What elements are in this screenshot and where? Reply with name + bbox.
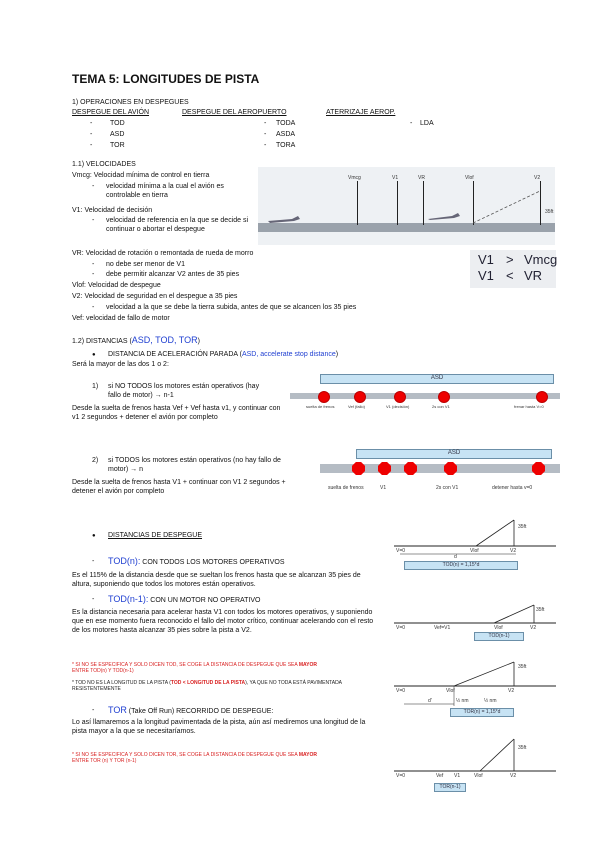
d2-label: V=0: [396, 625, 406, 631]
col2-item: TODA: [276, 120, 296, 127]
d2-label: Vef=V1: [434, 625, 451, 631]
tor-n1-diagram: [394, 737, 556, 797]
fig-label: VR: [418, 175, 425, 181]
fig1-label: 2s con V1: [432, 404, 450, 409]
d1-label: V2: [510, 548, 517, 554]
col1-item: TOD: [110, 120, 125, 127]
col1-item: ASD: [110, 131, 125, 138]
dist-heading: DISTANCIAS DE DESPEGUE: [108, 532, 203, 539]
asd-bar: ASD: [356, 449, 552, 459]
ineq-term: <: [506, 268, 514, 283]
tod-n1-desc: Es la distancia necesaria para acelerar hasta V1 con todos los motores operativos, y suponiendo que en ese momento fuera reconocido el fallo del motor crítico, continuar acelerando con el resto de los motores hasta alcanzar 35 pies sobre la pista a V2.: [72, 609, 374, 634]
tor-n-diagram: [394, 660, 556, 720]
asd-figure-1: [290, 372, 560, 410]
fig-label: Vlof: [465, 175, 474, 181]
fig2-label: V1: [380, 485, 387, 491]
d1-bar: TOD(n) = 1,15*d: [404, 561, 518, 570]
vmcg-def: Vmcg: Velocidad mínima de control en tierra: [72, 172, 210, 179]
sec12-heading: 1.2) DISTANCIAS (ASD, TOD, TOR): [72, 335, 200, 345]
d3-label: ½ nm: [456, 698, 469, 704]
v2-bullet: velocidad a la que se debe la tierra subida, antes de que se alcancen los 35 pies: [106, 304, 357, 311]
case1-label: 1): [92, 383, 99, 390]
d3-label: V2: [508, 688, 515, 694]
page-title: TEMA 5: LONGITUDES DE PISTA: [72, 72, 260, 86]
d2-label: V2: [530, 625, 537, 631]
bullet-icon: ●: [92, 352, 96, 358]
note-tod: * SI NO SE ESPECIFICA Y SOLO DICEN TOD, SE COGE LA DISTANCIA DE DESPEGUE QUE SEA MAYOR ENTRE TOD(n) Y TOD(n-1): [72, 662, 317, 675]
d1-height: 35ft: [518, 524, 527, 530]
d2-height: 35ft: [536, 607, 545, 613]
sec1-heading: 1) OPERACIONES EN DESPEGUES: [72, 99, 189, 106]
d1-label: Vlof: [470, 548, 479, 554]
vmcg-bullet: velocidad mínima a la cual el avión es controlable en tierra: [106, 183, 224, 199]
d3-label: Vlof: [446, 688, 455, 694]
d4-bar: TOR(n-1): [434, 783, 466, 792]
fig-label: V2: [534, 175, 541, 181]
fig2-label: 2s con V1: [436, 485, 459, 491]
ineq-term: V1: [478, 252, 494, 267]
d4-label: V1: [454, 773, 461, 779]
case2-desc: Desde la suelta de frenos hasta V1 + continuar con V1 2 segundos + detener el avión por completo: [72, 479, 286, 495]
vef-def: Vef: velocidad de fallo de motor: [72, 315, 170, 322]
d4-label: Vlof: [474, 773, 483, 779]
ineq-term: >: [506, 252, 514, 267]
v1-bullet: velocidad de referencia en la que se decide si continuar o abortar el despegue: [106, 217, 249, 233]
col1-item: TOR: [110, 142, 125, 149]
d3-label: d': [428, 698, 432, 704]
d3-label: V=0: [396, 688, 406, 694]
note-tod-length: * TOD NO ES LA LONGITUD DE LA PISTA (TOD < LONGITUD DE LA PISTA), YA QUE NO TODA ESTÁ PAVIMENTADA RESISTENTEMENTE: [72, 680, 342, 693]
col-head-aeropuerto: DESPEGUE DEL AEROPUERTO: [182, 109, 287, 116]
vr-bullet: debe permitir alcanzar V2 antes de 35 pies: [106, 271, 240, 278]
asd-intro: Será la mayor de las dos 1 o 2:: [72, 361, 169, 368]
fig1-label: Vef (fallo): [348, 404, 365, 409]
vr-bullet: no debe ser menor de V1: [106, 261, 185, 268]
asd-bar: ASD: [320, 374, 554, 384]
col2-item: TORA: [276, 142, 296, 149]
takeoff-path: [258, 167, 555, 245]
ineq-term: Vmcg: [524, 252, 558, 267]
d4-label: Vef: [436, 773, 444, 779]
case2-label: 2): [92, 457, 99, 464]
case1-desc: Desde la suelta de frenos hasta Vef + Vef hasta v1, y continuar con v1 2 segundos + detener el avión por completo: [72, 405, 281, 421]
d3-label: ½ nm: [484, 698, 497, 704]
col-head-avion: DESPEGUE DEL AVIÓN: [72, 109, 150, 116]
note-tor: * SI NO SE ESPECIFICA Y SOLO DICEN TOR, SE COGE LA DISTANCIA DE DESPEGUE QUE SEA MAYOR ENTRE TOR (n) Y TOR (n-1): [72, 752, 317, 765]
fig2-label: detener hasta v=0: [492, 485, 533, 491]
tor-desc: Lo así llamaremos a la longitud pavimentada de la pista, aún así mediremos una longitud de la pista mayor a la que se necesitaríamos.: [72, 719, 366, 735]
v2-def: V2: Velocidad de seguridad en el despegue a 35 pies: [72, 293, 238, 300]
asd-title: DISTANCIA DE ACELERACIÓN PARADA (ASD, accelerate stop distance): [108, 351, 339, 358]
airplane-icon: [268, 216, 300, 223]
fig2-label: suelta de frenos: [328, 485, 364, 491]
vr-def: VR: Velocidad de rotación o remontada de rueda de morro: [72, 250, 254, 257]
inequality-box: [470, 250, 556, 288]
v1-def: V1: Velocidad de decisión: [72, 207, 153, 214]
velocities-figure: [258, 167, 555, 245]
d3-height: 35ft: [518, 664, 527, 670]
fig-label: Vmcg: [348, 175, 361, 181]
ineq-term: V1: [478, 268, 494, 283]
tod-n-title: TOD(n): CON TODOS LOS MOTORES OPERATIVOS: [108, 556, 285, 566]
case1-text: si NO TODOS los motores están operativos (hay fallo de motor) → n-1: [108, 383, 260, 399]
fig1-label: V1 (decisión): [386, 404, 410, 409]
col3-item: LDA: [420, 120, 434, 127]
airplane-icon: [428, 213, 460, 220]
ineq-term: VR: [524, 268, 543, 283]
d1-label: d: [454, 554, 457, 560]
tod-n1-diagram: [394, 603, 556, 645]
tor-title: TOR (Take Off Run) RECORRIDO DE DESPEGUE:: [108, 705, 274, 715]
fig-label: V1: [392, 175, 399, 181]
fig1-label: suelta de frenos: [306, 404, 335, 409]
d1-label: V=0: [396, 548, 406, 554]
tod-n1-title: TOD(n-1): CON UN MOTOR NO OPERATIVO: [108, 594, 261, 604]
d4-label: V2: [510, 773, 517, 779]
vlof-def: Vlof: Velocidad de despegue: [72, 282, 161, 289]
tod-n-desc: Es el 115% de la distancia desde que se sueltan los frenos hasta que se alcanzan 35 pies de altura, suponiendo que todos los motores están operativos.: [72, 572, 361, 588]
d4-height: 35ft: [518, 745, 527, 751]
sec11-heading: 1.1) VELOCIDADES: [72, 161, 136, 168]
d4-label: V=0: [396, 773, 406, 779]
col2-item: ASDA: [276, 131, 296, 138]
bullet-icon: ●: [92, 533, 96, 539]
case2-text: si TODOS los motores están operativos (no hay fallo de motor) → n: [108, 457, 281, 473]
tod-n-diagram: [394, 518, 556, 570]
col-head-aterrizaje: ATERRIZAJE AEROP.: [326, 109, 396, 116]
d2-bar: TOD(n-1): [474, 632, 524, 641]
d2-label: Vlof: [494, 625, 503, 631]
fig1-label: frenar hasta V=0: [514, 404, 544, 409]
fig-label: 35ft: [545, 209, 554, 215]
asd-figure-2: [320, 447, 560, 495]
d3-bar: TOR(n) = 1,15*d: [450, 708, 514, 717]
